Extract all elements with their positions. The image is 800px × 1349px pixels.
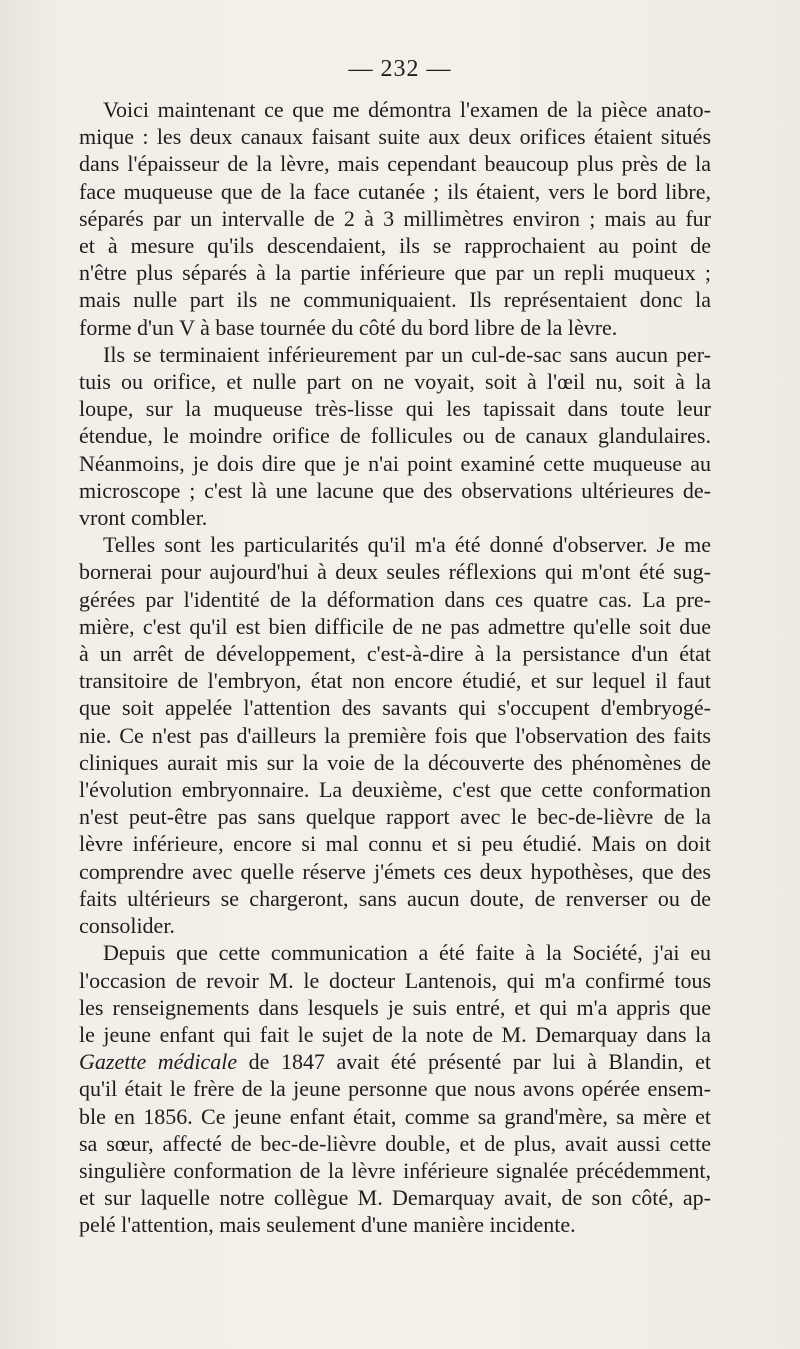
text-line: Depuis que cette communication a été faite à la Société, j'ai eu [103,940,711,966]
text-body [79,96,711,1239]
text-line: face muqueuse que de la face cutanée ; ils étaient, vers le bord libre, [79,178,711,204]
text-line: l'évolution embryonnaire. La deuxième, c'est que cette conformation [79,777,711,803]
text-line: et à mesure qu'ils descendaient, ils se rapprochaient au point de [79,233,711,259]
text-line: qu'il était le frère de la jeune personne que nous avons opérée ensem- [79,1076,711,1102]
text-line: et sur laquelle notre collègue M. Demarquay avait, de son côté, ap- [79,1185,711,1211]
text-line: ble en 1856. Ce jeune enfant était, comme sa grand'mère, sa mère et [79,1103,711,1129]
text-line: pelé l'attention, mais seulement d'une manière incidente. [79,1212,576,1238]
text-line: bornerai pour aujourd'hui à deux seules réflexions qui m'ont été sug- [79,559,711,585]
text-line: vront combler. [79,505,208,531]
text-line: à un arrêt de développement, c'est-à-dire à la persistance d'un état [79,641,711,667]
text-line: mique : les deux canaux faisant suite aux deux orifices étaient situés [79,124,711,150]
text-line: cliniques aurait mis sur la voie de la découverte des phénomènes de [79,749,711,775]
paragraph-3 [79,531,711,939]
text-line: mière, c'est qu'il est bien difficile de ne pas admettre qu'elle soit due [79,613,711,639]
text-line: consolider. [79,913,175,939]
text-line: forme d'un V à base tournée du côté du bord libre de la lèvre. [79,314,618,340]
text-line: gérées par l'identité de la déformation dans ces quatre cas. La pre- [79,586,711,612]
text-line: dans l'épaisseur de la lèvre, mais cependant beaucoup plus près de la [79,151,711,177]
text-line: transitoire de l'embryon, état non encore étudié, et sur lequel il faut [79,668,711,694]
text-line: singulière conformation de la lèvre inférieure signalée précédemment, [79,1157,711,1183]
text-line: les renseignements dans lesquels je suis entré, et qui m'a appris que [79,994,711,1020]
text-line: Voici maintenant ce que me démontra l'examen de la pièce anato- [103,97,711,122]
text-line: n'est peut-être pas sans quelque rapport avec le bec-de-lièvre de la [79,804,711,830]
text-line: lèvre inférieure, encore si mal connu et si peu étudié. Mais on doit [79,831,711,857]
journal-title: Gazette médicale [79,1049,238,1075]
text-line: étendue, le moindre orifice de follicules ou de canaux glandulaires. [79,423,711,449]
text-line: mais nulle part ils ne communiquaient. Ils représentaient donc la [79,287,711,313]
text-line: microscope ; c'est là une lacune que des observations ultérieures de- [79,477,711,503]
text-line: Néanmoins, je dois dire que je n'ai point examiné cette muqueuse au [79,450,711,476]
page-number: — 232 — [348,56,452,82]
paragraph-4 [79,939,711,1238]
text-line: comprendre avec quelle réserve j'émets ces deux hypothèses, que des [79,858,711,884]
text-line: loupe, sur la muqueuse très-lisse qui les tapissait dans toute leur [79,396,711,422]
text-line: Gazette médicale de 1847 avait été présenté par lui à Blandin, et [79,1049,711,1075]
text-line: sa sœur, affecté de bec-de-lièvre double, et de plus, avait aussi cette [79,1130,711,1156]
text-line: que soit appelée l'attention des savants qui s'occupent d'embryogé- [79,695,711,721]
text-line: faits ultérieurs se chargeront, sans aucun doute, de renverser ou de [79,885,711,911]
text-line: nie. Ce n'est pas d'ailleurs la première fois que l'observation des faits [79,722,711,748]
text-line: n'être plus séparés à la partie inférieure que par un repli muqueux ; [79,260,711,286]
text-line: l'occasion de revoir M. le docteur Lantenois, qui m'a confirmé tous [79,967,711,993]
text-line: séparés par un intervalle de 2 à 3 millimètres environ ; mais au fur [79,205,711,231]
text-line: tuis ou orifice, et nulle part on ne voyait, soit à l'œil nu, soit à la [79,369,711,395]
text-line: Telles sont les particularités qu'il m'a été donné d'observer. Je me [103,532,711,558]
paragraph-2 [79,341,711,531]
text-line: Ils se terminaient inférieurement par un cul-de-sac sans aucun per- [103,341,711,367]
paragraph-1 [79,96,711,341]
text-line: le jeune enfant qui fait le sujet de la note de M. Demarquay dans la [79,1021,711,1047]
